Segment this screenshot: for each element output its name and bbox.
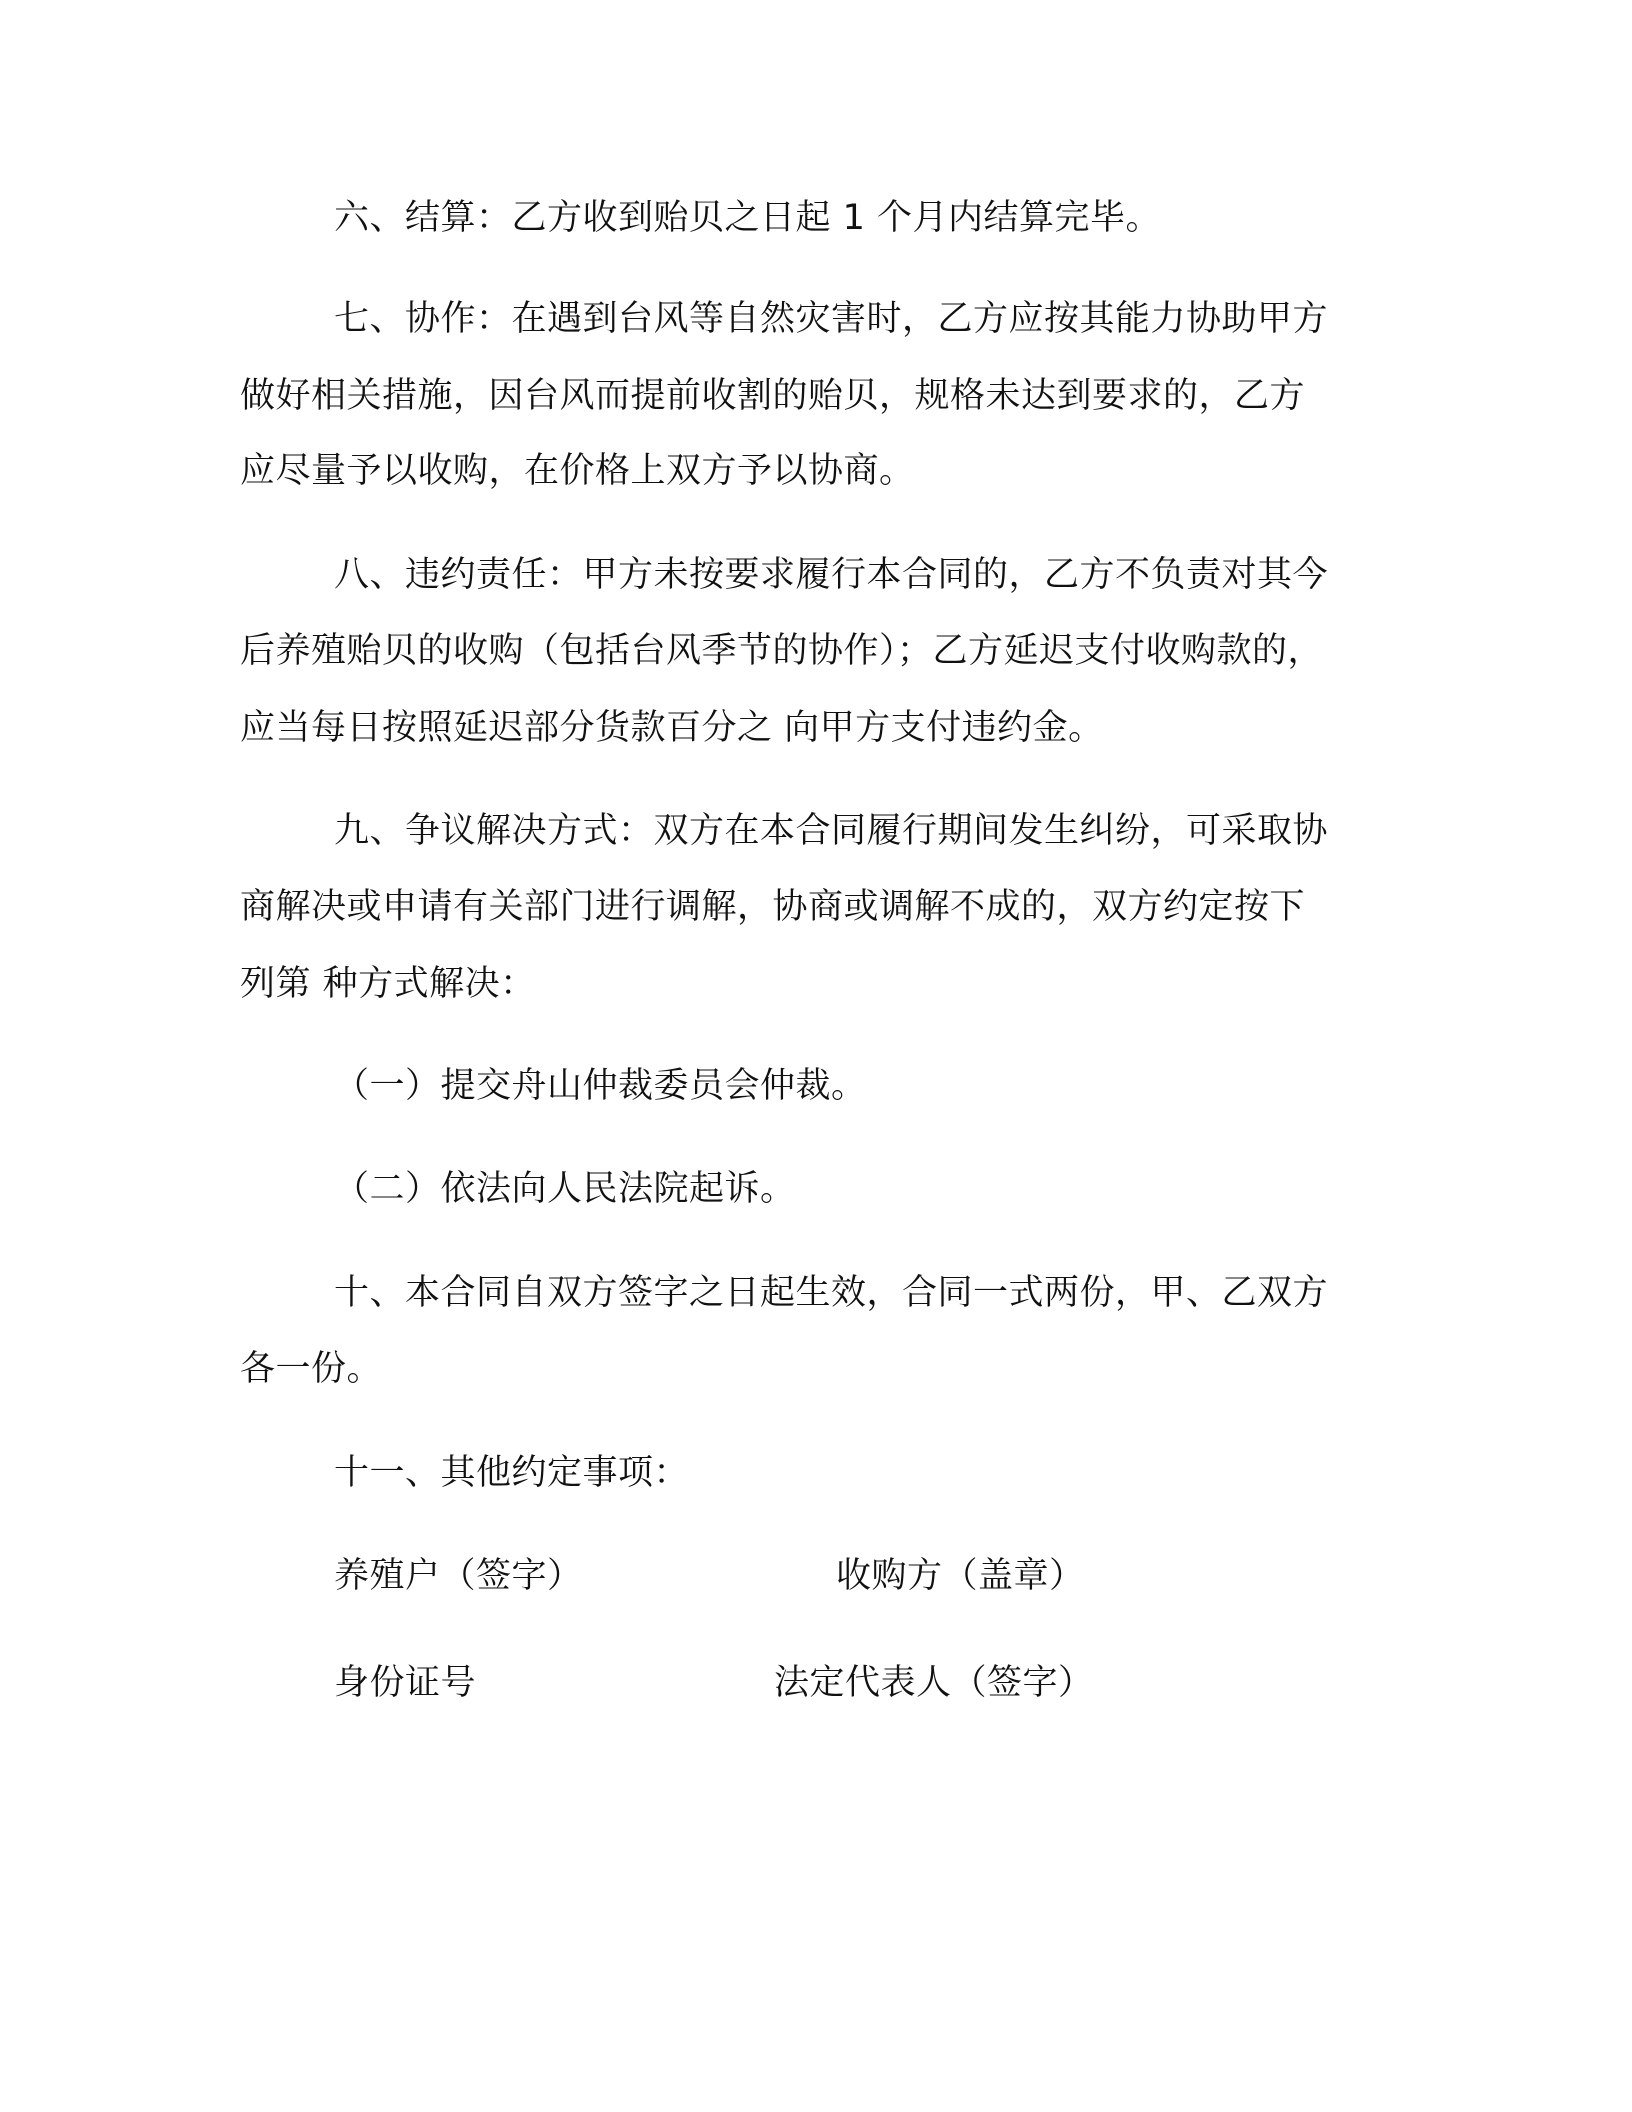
clause-six-line-1: 六、结算：乙方收到贻贝之日起 1 个月内结算完毕。 bbox=[334, 198, 1162, 238]
clause-ten-line-2: 各一份。 bbox=[240, 1349, 383, 1389]
clause-seven-line-1: 七、协作：在遇到台风等自然灾害时，乙方应按其能力协助甲方 bbox=[334, 299, 1329, 339]
clause-nine-option-1: （一）提交舟山仲裁委员会仲裁。 bbox=[334, 1066, 867, 1106]
legal-rep-signature-label: 法定代表人（签字） bbox=[774, 1663, 1094, 1703]
clause-eleven-line-1: 十一、其他约定事项： bbox=[334, 1453, 690, 1493]
clause-nine-line-3: 列第 种方式解决： bbox=[240, 964, 536, 1004]
clause-nine-line-1: 九、争议解决方式：双方在本合同履行期间发生纠纷，可采取协 bbox=[334, 811, 1329, 851]
id-number-label: 身份证号 bbox=[334, 1663, 477, 1703]
clause-eight-line-1: 八、违约责任：甲方未按要求履行本合同的，乙方不负责对其今 bbox=[334, 555, 1329, 595]
farmer-signature-label: 养殖户（签字） bbox=[334, 1556, 583, 1596]
clause-ten-line-1: 十、本合同自双方签字之日起生效，合同一式两份，甲、乙双方 bbox=[334, 1273, 1329, 1313]
clause-nine-line-2: 商解决或申请有关部门进行调解，协商或调解不成的，双方约定按下 bbox=[240, 887, 1306, 927]
buyer-seal-label: 收购方（盖章） bbox=[836, 1556, 1085, 1596]
clause-nine-option-2: （二）依法向人民法院起诉。 bbox=[334, 1169, 796, 1209]
clause-seven-line-3: 应尽量予以收购，在价格上双方予以协商。 bbox=[240, 451, 915, 491]
clause-seven-line-2: 做好相关措施，因台风而提前收割的贻贝，规格未达到要求的，乙方 bbox=[240, 376, 1306, 416]
clause-eight-line-2: 后养殖贻贝的收购（包括台风季节的协作）；乙方延迟支付收购款的， bbox=[240, 631, 1324, 671]
clause-eight-line-3: 应当每日按照延迟部分货款百分之 向甲方支付违约金。 bbox=[240, 708, 1104, 748]
